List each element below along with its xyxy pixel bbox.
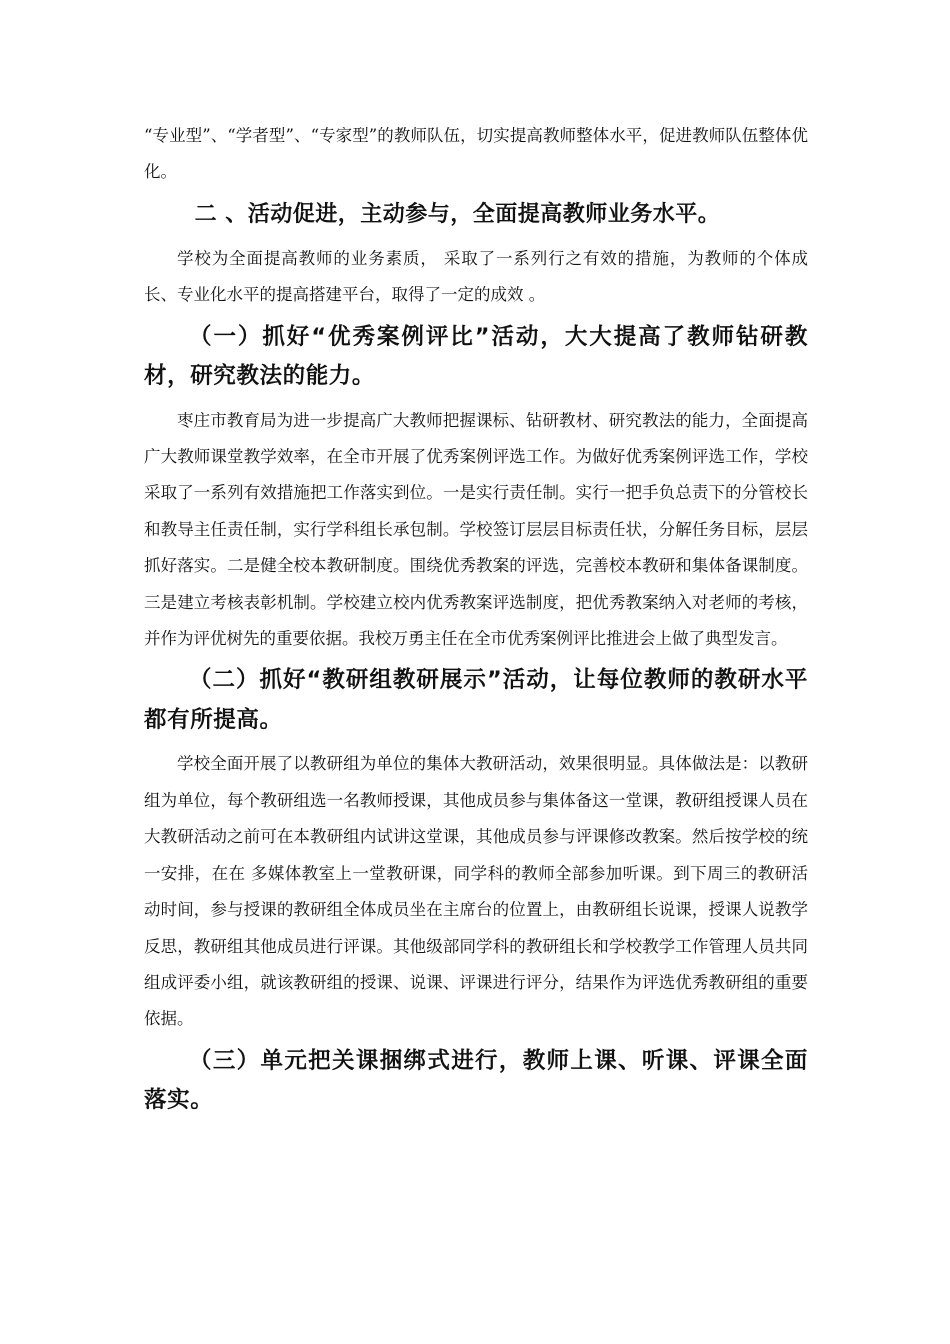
- paragraph-excellent-case-selection: 枣庄市教育局为进一步提高广大教师把握课标、钻研教材、研究教法的能力，全面提高广大教师课堂教学效率，在全市开展了优秀案例评选工作。为做好优秀案例评选工作，学校采取了一系列有效措施把工作落实到位。一是实行责任制。实行一把手负总责下的分管校长和教导主任责任制，实行学科组长承包制。学校签订层层目标责任状，分解任务目标，层层抓好落实。二是健全校本教研制度。围绕优秀教案的评选，完善校本教研和集体备课制度。三是建立考核表彰机制。学校建立校内优秀教案评选制度，把优秀教案纳入对老师的考核，并作为评优树先的重要依据。我校万勇主任在全市优秀案例评比推进会上做了典型发言。: [144, 410, 808, 649]
- subsection-heading-3: （三）单元把关课捆绑式进行，教师上课、听课、评课全面落实。: [144, 1047, 808, 1114]
- subsection-heading-1: （一）抓好“优秀案例评比”活动，大大提高了教师钻研教材，研究教法的能力。: [144, 323, 808, 390]
- document-body: [144, 118, 808, 1127]
- paragraph-teaching-research-group: 学校全面开展了以教研组为单位的集体大教研活动，效果很明显。具体做法是：以教研组为单位，每个教研组选一名教师授课，其他成员参与集体备这一堂课，教研组授课人员在大教研活动之前可在本教研组内试讲这堂课，其他成员参与评课修改教案。然后按学校的统一安排，在在 多媒体教室上一堂教研课，同学科的教师全部参加听课。到下周三的教研活动时间，参与授课的教研组全体成员坐在主席台的位置上，由教研组长说课，授课人说教学反思，教研组其他成员进行评课。其他级部同学科的教研组长和学校教学工作管理人员共同组成评委小组，就该教研组的授课、说课、评课进行评分，结果作为评选优秀教研组的重要依据。: [144, 754, 808, 1029]
- subsection-heading-2: （二）抓好“教研组教研展示”活动，让每位教师的教研水平都有所提高。: [144, 667, 808, 733]
- paragraph-section-2-intro: 学校为全面提高教师的业务素质， 采取了一系列行之有效的措施，为教师的个体成长、专业化水平的提高搭建平台，取得了一定的成效 。: [144, 248, 808, 305]
- paragraph-teacher-team-continuation: “专业型”、“学者型”、“专家型”的教师队伍，切实提高教师整体水平，促进教师队伍整体优化。: [144, 126, 808, 182]
- section-heading-2: 二 、活动促进，主动参与，全面提高教师业务水平。: [194, 201, 721, 227]
